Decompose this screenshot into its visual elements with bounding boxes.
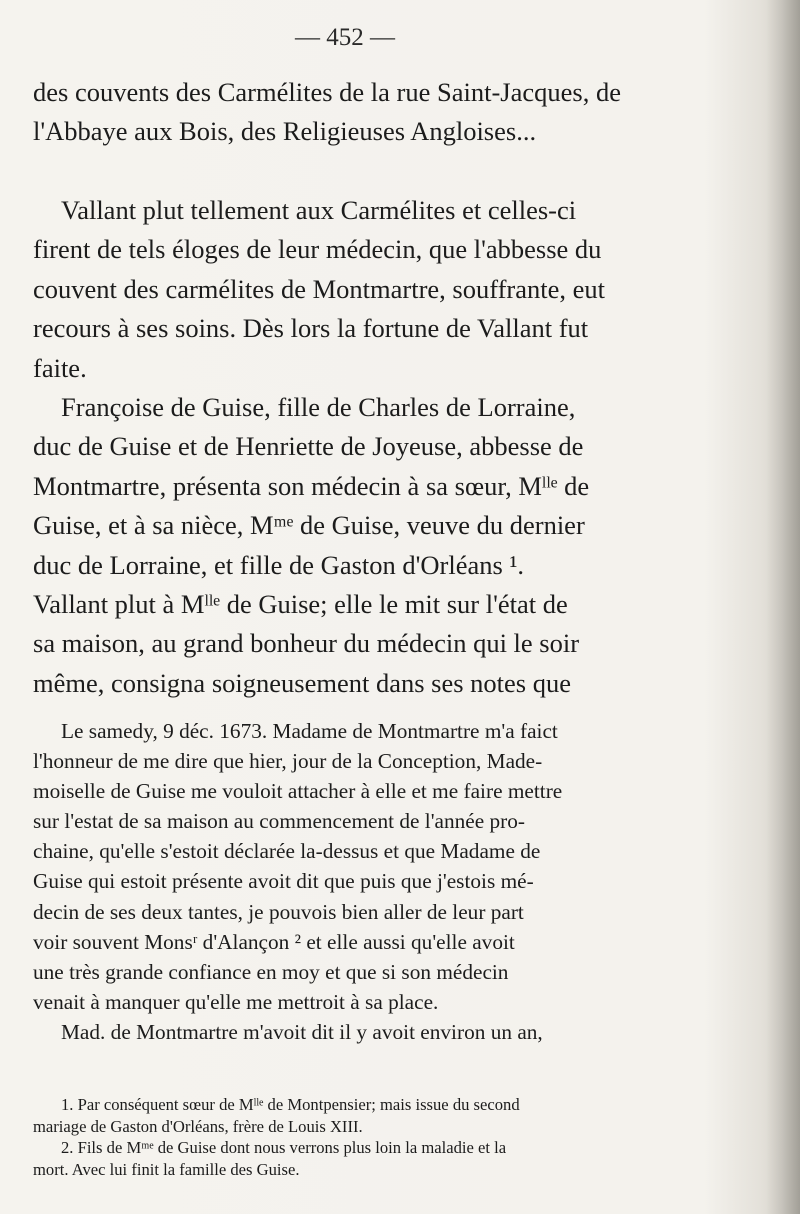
body-line: l'Abbaye aux Bois, des Religieuses Angloises... (33, 116, 537, 147)
body-line: Montmartre, présenta son médecin à sa sœur, Mˡˡᵉ de (33, 470, 590, 501)
footnote-line: mort. Avec lui finit la famille des Guise. (33, 1159, 300, 1179)
body-line: même, consigna soigneusement dans ses notes que (33, 667, 571, 698)
quote-line: moiselle de Guise me vouloit attacher à elle et me faire mettre (33, 779, 563, 804)
footnote-line: mariage de Gaston d'Orléans, frère de Louis XIII. (33, 1116, 363, 1136)
quote-line: voir souvent Monsʳ d'Alançon ² et elle aussi qu'elle avoit (33, 929, 515, 954)
quote-line: sur l'estat de sa maison au commencement de l'année pro- (33, 809, 526, 834)
body-paragraph-2 (33, 191, 665, 388)
body-line: sa maison, au grand bonheur du médecin qui le soir (33, 628, 580, 659)
quote-line: Guise qui estoit présente avoit dit que puis que j'estois mé- (33, 869, 534, 894)
body-line: Vallant plut tellement aux Carmélites et celles-ci (61, 195, 577, 225)
body-line: couvent des carmélites de Montmartre, souffrante, eut (33, 273, 606, 304)
quote-line: venait à manquer qu'elle me mettroit à sa place. (33, 989, 439, 1014)
page-edge-shadow (766, 0, 800, 1214)
quote-line: chaine, qu'elle s'estoit déclarée la-dessus et que Madame de (33, 839, 541, 864)
body-line: duc de Guise et de Henriette de Joyeuse, abbesse de (33, 431, 584, 462)
body-line: firent de tels éloges de leur médecin, que l'abbesse du (33, 234, 602, 265)
quote-line: Mad. de Montmartre m'avoit dit il y avoit environ un an, (61, 1019, 543, 1044)
body-line: des couvents des Carmélites de la rue Saint-Jacques, de (33, 77, 621, 107)
quote-line: Le samedy, 9 déc. 1673. Madame de Montmartre m'a faict (61, 719, 558, 743)
body-line: Guise, et à sa nièce, Mᵐᵉ de Guise, veuve du dernier (33, 510, 585, 541)
footnote-1 (33, 1094, 665, 1137)
body-line: Françoise de Guise, fille de Charles de Lorraine, (61, 392, 576, 422)
footnote-line: 2. Fils de Mᵐᵉ de Guise dont nous verrons plus loin la maladie et la (61, 1138, 507, 1157)
body-line: faite. (33, 352, 87, 383)
page-number: — 452 — (295, 24, 395, 51)
quote-line: l'honneur de me dire que hier, jour de la Conception, Made- (33, 749, 543, 774)
footnotes (33, 1094, 665, 1180)
quoted-notes (33, 716, 665, 1047)
body-paragraph-3 (33, 388, 665, 703)
body-line: recours à ses soins. Dès lors la fortune de Vallant fut (33, 313, 589, 344)
footnote-2 (33, 1137, 665, 1180)
body-paragraph-1 (33, 73, 665, 152)
body-line: Vallant plut à Mˡˡᵉ de Guise; elle le mit sur l'état de (33, 589, 568, 620)
body-line: duc de Lorraine, et fille de Gaston d'Orléans ¹. (33, 549, 525, 580)
quote-line: une très grande confiance en moy et que si son médecin (33, 959, 509, 984)
footnote-line: 1. Par conséquent sœur de Mˡˡᵉ de Montpensier; mais issue du second (61, 1095, 520, 1114)
quote-line: decin de ses deux tantes, je pouvois bien aller de leur part (33, 899, 524, 924)
